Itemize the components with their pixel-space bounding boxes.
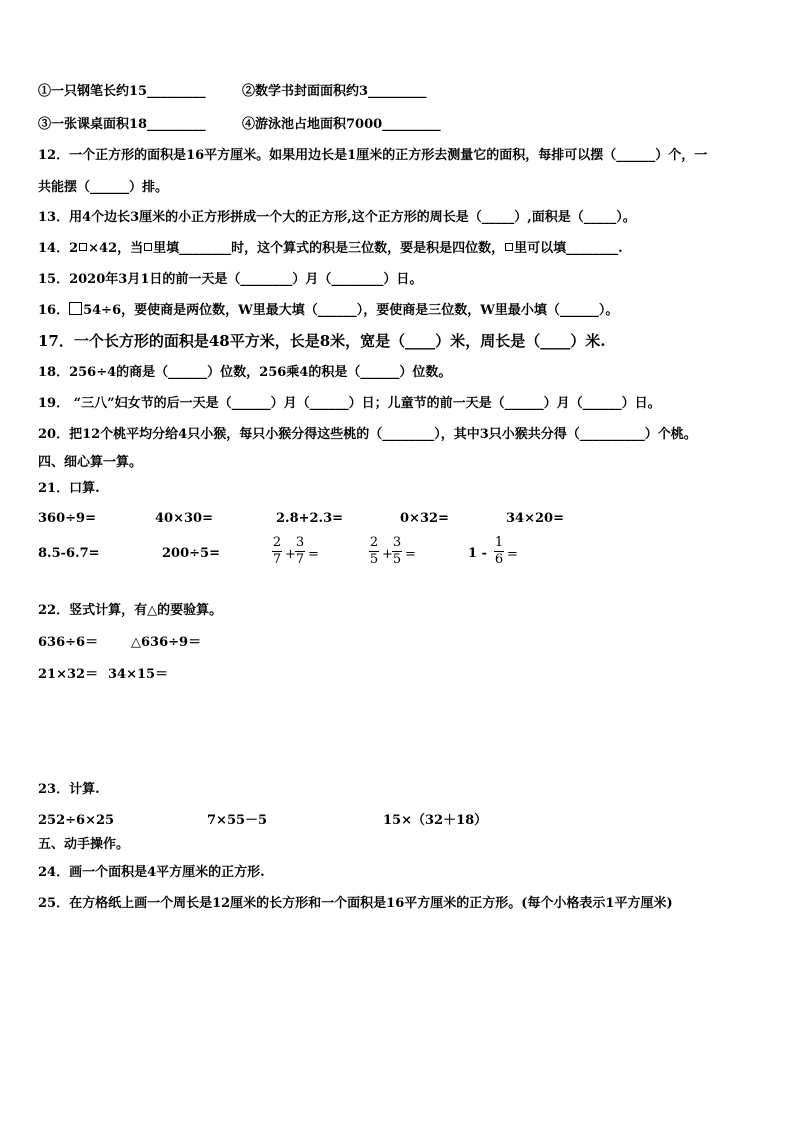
question-19: 19． “三八”妇女节的后一天是（______）月（______）日；儿童节的前一天是（______）月（______）日。 [38, 396, 661, 411]
question-18: 18．256÷4的商是（______）位数，256乘4的积是（______）位数。 [38, 365, 452, 380]
fraction [272, 536, 282, 567]
option-3: ③一张课桌面积18_________ [38, 117, 206, 132]
equals-sign: = [308, 547, 319, 562]
denominator: 6 [494, 552, 504, 567]
question-15: 15．2020年3月1日的前一天是（________）月（________）日。 [38, 272, 423, 287]
blank-square-icon [79, 243, 87, 251]
numerator: 3 [392, 535, 402, 550]
calc-item: 34×20= [506, 511, 564, 526]
blank-square-icon [505, 243, 513, 251]
q14-part-a: 14．2 [38, 241, 79, 256]
calc-item: 34×15＝ [108, 667, 169, 682]
blank-square-icon [144, 243, 152, 251]
calc-item: △636÷9＝ [131, 635, 202, 650]
numerator: 2 [369, 535, 379, 550]
calc-item: 252÷6×25 [38, 813, 115, 828]
fraction [369, 536, 379, 567]
denominator: 7 [295, 552, 305, 567]
equals-sign: = [507, 547, 518, 562]
calc-item: 0×32= [400, 511, 449, 526]
question-24: 24．画一个面积是4平方厘米的正方形. [38, 865, 265, 880]
equals-sign: = [405, 547, 416, 562]
numerator: 1 [494, 535, 504, 550]
question-17: 17．一个长方形的面积是48平方米，长是8米，宽是（____）米，周长是（____）米. [38, 332, 606, 350]
question-21-title: 21．口算. [38, 481, 100, 496]
question-16 [38, 302, 618, 319]
calc-item: 21×32＝ [38, 667, 99, 682]
option-2: ②数学书封面面积约3_________ [242, 84, 427, 99]
fraction [392, 536, 402, 567]
calc-item: 15×（32＋18） [383, 813, 488, 828]
denominator: 5 [369, 552, 379, 567]
question-25: 25．在方格纸上画一个周长是12厘米的长方形和一个面积是16平方厘米的正方形。(每个小格表示1平方厘米) [38, 896, 673, 911]
blank-square-icon [69, 302, 82, 315]
fraction [494, 536, 504, 567]
denominator: 7 [272, 552, 282, 567]
calc-item: 8.5-6.7= [38, 546, 100, 561]
numerator: 2 [272, 535, 282, 550]
plus-sign: + [382, 547, 393, 562]
one-minus: 1 - [468, 546, 487, 561]
calc-item: 40×30= [155, 511, 213, 526]
q14-part-d: 里可以填________. [514, 241, 623, 256]
calc-item: 2.8+2.3= [276, 511, 344, 526]
question-14 [38, 241, 623, 257]
option-1: ①一只钢笔长约15_________ [38, 84, 206, 99]
option-4: ④游泳池占地面积7000_________ [242, 117, 441, 132]
question-12-line-2: 共能摆（______）排。 [38, 180, 169, 195]
calc-item: 636÷6＝ [38, 635, 99, 650]
question-12-line-1: 12．一个正方形的面积是16平方厘米。如果用边长是1厘米的正方形去测量它的面积，每排可以摆（______）个，一 [38, 148, 708, 163]
calc-item: 200÷5= [162, 546, 220, 561]
q16-part-b: 54÷6，要使商是两位数，W里最大填（______），要使商是三位数，W里最小填（______）。 [83, 303, 619, 318]
calc-item: 7×55－5 [207, 813, 268, 828]
calc-item: 360÷9= [38, 511, 96, 526]
q14-part-b: ×42，当 [88, 241, 144, 256]
question-22-title: 22．竖式计算，有△的要验算。 [38, 603, 223, 618]
q14-part-c: 里填________时，这个算式的积是三位数，要是积是四位数， [153, 241, 505, 256]
section-4-heading: 四、细心算一算。 [38, 455, 143, 470]
question-23-title: 23．计算. [38, 782, 100, 797]
section-5-heading: 五、动手操作。 [38, 837, 130, 852]
plus-sign: + [285, 547, 296, 562]
denominator: 5 [392, 552, 402, 567]
question-13: 13．用4个边长3厘米的小正方形拼成一个大的正方形,这个正方形的周长是（_____）,面积是（_____）。 [38, 210, 636, 225]
fraction [295, 536, 305, 567]
q16-part-a: 16． [38, 303, 70, 318]
question-20: 20．把12个桃平均分给4只小猴，每只小猴分得这些桃的（________），其中3只小猴共分得（__________）个桃。 [38, 427, 697, 442]
numerator: 3 [295, 535, 305, 550]
